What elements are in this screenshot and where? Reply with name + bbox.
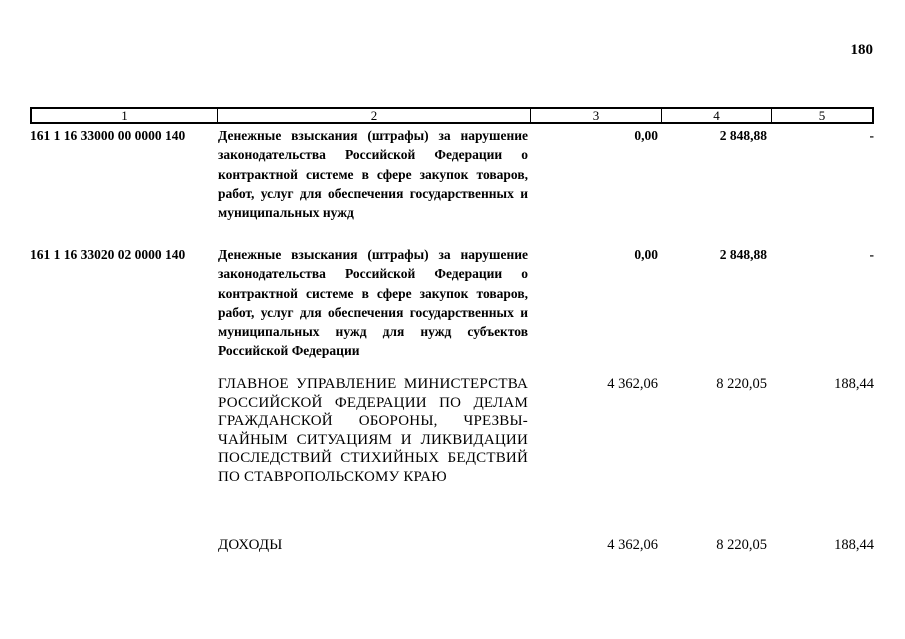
row-value-4: 8 220,05 xyxy=(716,376,767,392)
header-col-4: 4 xyxy=(661,109,771,122)
table-row xyxy=(30,126,874,222)
row-code xyxy=(30,375,216,486)
row-value-3: 4 362,06 xyxy=(607,376,658,392)
row-value-3: 4 362,06 xyxy=(607,537,658,553)
table-row xyxy=(30,536,874,555)
header-col-5: 5 xyxy=(771,109,872,122)
row-code: 161 1 16 33020 02 0000 140 xyxy=(30,247,186,262)
table-row xyxy=(30,375,874,486)
row-name: Денежные взыскания (штрафы) за нарушение законодательства Российской Федерации о контрактной системе в сфере закупок товаров, работ, услуг для обеспечения государственных и муниципальных нужд для нужд субъектов Российской Федерации xyxy=(218,247,528,359)
row-value-4: 2 848,88 xyxy=(719,128,767,143)
header-col-3: 3 xyxy=(530,109,661,122)
row-value-5: - xyxy=(869,247,874,262)
row-value-5: 188,44 xyxy=(834,537,874,553)
row-code: 161 1 16 33000 00 0000 140 xyxy=(30,128,186,143)
row-value-5: 188,44 xyxy=(834,376,874,392)
row-value-4: 8 220,05 xyxy=(716,537,767,553)
row-value-5: - xyxy=(869,128,874,143)
row-name: ГЛАВНОЕ УПРАВЛЕНИЕ МИНИСТЕРСТВА РОССИЙСКОЙ ФЕДЕРАЦИИ ПО ДЕЛАМ ГРАЖДАНСКОЙ ОБОРОНЫ, ЧРЕЗВЫ-ЧАЙНЫМ СИТУАЦИЯМ И ЛИКВИДАЦИИ ПОСЛЕДСТВИЙ СТИХИЙНЫХ БЕДСТВИЙ ПО СТАВРОПОЛЬСКОМУ КРАЮ xyxy=(218,376,528,485)
row-value-3: 0,00 xyxy=(634,247,658,262)
row-value-3: 0,00 xyxy=(634,128,658,143)
row-name: Денежные взыскания (штрафы) за нарушение законодательства Российской Федерации о контрактной системе в сфере закупок товаров, работ, услуг для обеспечения государственных и муниципальных нужд xyxy=(218,128,528,221)
table-row xyxy=(30,245,874,361)
table-header xyxy=(30,107,874,124)
header-col-1: 1 xyxy=(121,108,128,123)
header-col-2: 2 xyxy=(217,109,530,122)
page-number: 180 xyxy=(850,42,873,58)
row-name: ДОХОДЫ xyxy=(218,537,283,553)
row-code xyxy=(30,536,216,555)
row-value-4: 2 848,88 xyxy=(719,247,767,262)
